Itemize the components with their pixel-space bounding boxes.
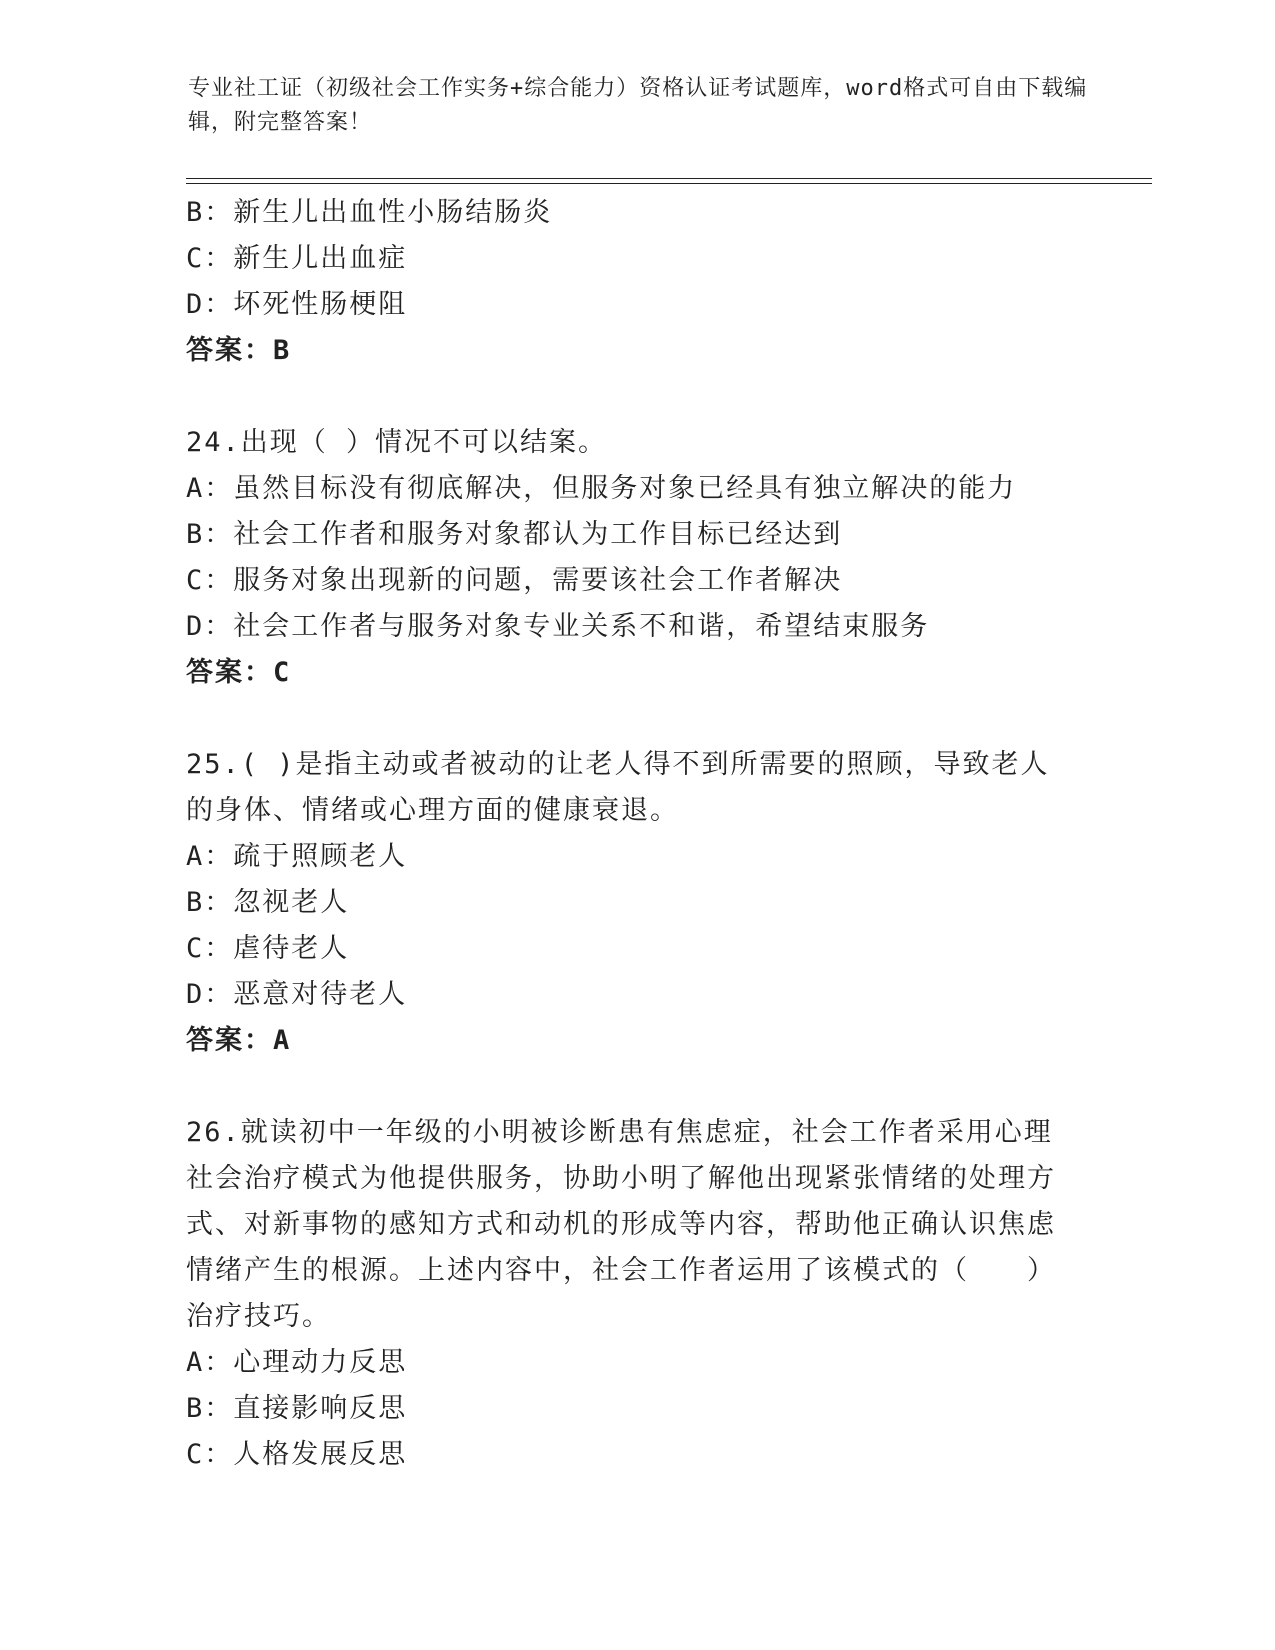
answer: 答案：B (186, 335, 292, 366)
option-a: A：疏于照顾老人 (186, 841, 408, 872)
question-stem: 26.就读初中一年级的小明被诊断患有焦虑症，社会工作者采用心理社会治疗模式为他提供服务，协助小明了解他出现紧张情绪的处理方式、对新事物的感知方式和动机的形成等内容，帮助他正确认识焦虑情绪产生的根源。上述内容中，社会工作者运用了该模式的（ ）治疗技巧。 (186, 1117, 1056, 1332)
option-c: C：服务对象出现新的问题，需要该社会工作者解决 (186, 565, 843, 596)
question-content (186, 190, 1076, 1478)
option-b: B：社会工作者和服务对象都认为工作目标已经达到 (186, 519, 843, 550)
option-a: A：虽然目标没有彻底解决，但服务对象已经具有独立解决的能力 (186, 473, 1017, 504)
question-23-remainder (186, 190, 1076, 374)
question-25 (186, 742, 1076, 1064)
question-stem: 24.出现（ ）情况不可以结案。 (186, 427, 608, 458)
option-c: C：新生儿出血症 (186, 243, 408, 274)
option-c: C：人格发展反思 (186, 1439, 408, 1470)
question-stem: 25.( )是指主动或者被动的让老人得不到所需要的照顾，导致老人的身体、情绪或心理方面的健康衰退。 (186, 749, 1050, 826)
answer: 答案：C (186, 657, 292, 688)
spacer (186, 374, 1076, 420)
option-d: D：坏死性肠梗阻 (186, 289, 408, 320)
question-24 (186, 420, 1076, 696)
option-b: B：新生儿出血性小肠结肠炎 (186, 197, 553, 228)
question-26 (186, 1110, 1076, 1478)
option-d: D：恶意对待老人 (186, 979, 408, 1010)
spacer (186, 696, 1076, 742)
option-a: A：心理动力反思 (186, 1347, 408, 1378)
option-c: C：虐待老人 (186, 933, 350, 964)
option-b: B：直接影响反思 (186, 1393, 408, 1424)
document-header: 专业社工证（初级社会工作实务+综合能力）资格认证考试题库，word格式可自由下载编辑，附完整答案！ (188, 76, 1088, 135)
answer: 答案：A (186, 1025, 292, 1056)
option-d: D：社会工作者与服务对象专业关系不和谐，希望结束服务 (186, 611, 930, 642)
spacer (186, 1064, 1076, 1110)
option-b: B：忽视老人 (186, 887, 350, 918)
header-divider-top (186, 178, 1152, 179)
header-divider-bottom (186, 183, 1152, 184)
